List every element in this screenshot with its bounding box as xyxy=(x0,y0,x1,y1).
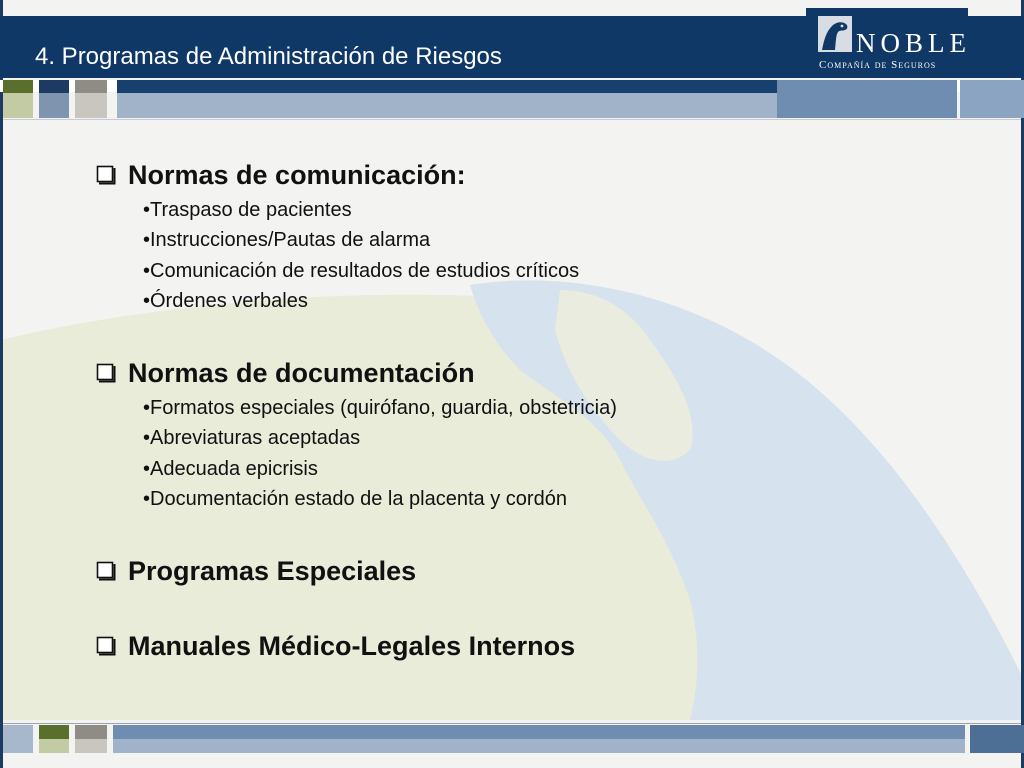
checkbox-bullet-icon xyxy=(96,636,116,656)
section-title: Normas de comunicación: xyxy=(128,160,466,190)
bullet-item: •Adecuada epicrisis xyxy=(143,458,318,480)
section-title: Programas Especiales xyxy=(128,556,417,586)
bullet-item: •Órdenes verbales xyxy=(143,290,308,312)
bullet-item: •Traspaso de pacientes xyxy=(143,199,352,221)
logo-wordmark: NOBLE xyxy=(856,28,971,58)
bottom-square-green xyxy=(39,725,69,739)
bullet-item: •Instrucciones/Pautas de alarma xyxy=(143,229,431,251)
section-heading-documentacion xyxy=(96,360,475,387)
logo-tagline: Compañía de Seguros xyxy=(819,59,937,71)
bullet-item: •Abreviaturas aceptadas xyxy=(143,427,361,449)
bullet-item: •Documentación estado de la placenta y cordón xyxy=(143,488,567,510)
checkbox-bullet-icon xyxy=(96,363,116,383)
bottom-square-green-light xyxy=(39,739,69,753)
section-title: Normas de documentación xyxy=(128,358,475,388)
bottom-band-mid xyxy=(113,725,965,739)
bottom-square-grey xyxy=(75,725,107,739)
section-title: Manuales Médico-Legales Internos xyxy=(128,631,576,661)
bullet-item: •Comunicación de resultados de estudios críticos xyxy=(143,260,580,282)
bottom-square-blue xyxy=(3,725,33,753)
checkbox-bullet-icon xyxy=(96,561,116,581)
bottom-band-right xyxy=(970,725,1024,753)
section-heading-comunicacion xyxy=(96,162,466,189)
bottom-square-grey-light xyxy=(75,739,107,753)
bullet-item: •Formatos especiales (quirófano, guardia, obstetricia) xyxy=(143,397,617,419)
checkbox-bullet-icon xyxy=(96,165,116,185)
section-heading-manuales xyxy=(96,633,575,660)
bottom-band-light xyxy=(113,739,965,753)
section-heading-programas xyxy=(96,558,416,585)
page-title: 4. Programas de Administración de Riesgos xyxy=(35,43,502,70)
